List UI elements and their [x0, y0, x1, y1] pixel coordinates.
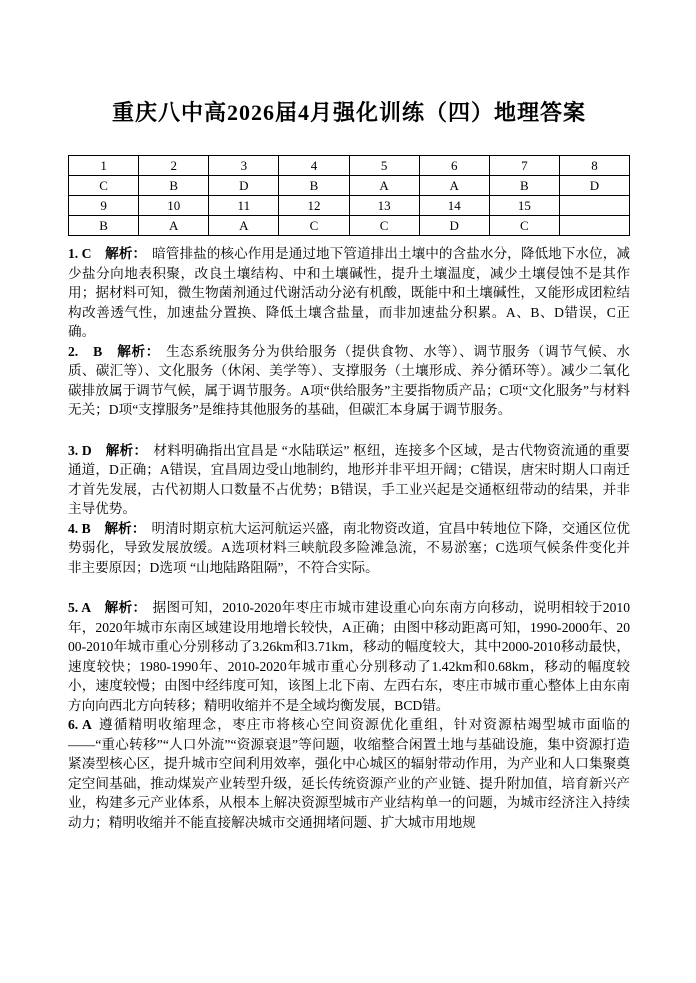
answer-cell: D — [559, 176, 629, 196]
answer-row — [69, 216, 630, 236]
explanation-head: 5. A 解析： — [68, 600, 147, 615]
answer-row — [69, 176, 630, 196]
answer-cell: B — [139, 176, 209, 196]
answer-cell: 14 — [419, 196, 489, 216]
explanation-body: 据图可知，2010-2020年枣庄市城市建设重心向东南方向移动，说明相较于2010年，2020年城市东南区域建设用地增长较快，A正确；由图中移动距离可知，1990-2000年、2000-2010年城市重心分别移动了3.26km和3.71km，移动的幅度较大，其中2000-2010移动最快，速度较快；1980-1990年、2010-2020年城市重心分别移动了1.42km和0.68km，移动的幅度较小，速度较慢；由图中经纬度可知，该图上北下南、左西右东，枣庄市城市重心整体上由东南方向向西北方向转移；精明收缩并不是全域均衡发展，BCD错。 — [68, 600, 630, 713]
explanation-head: 3. D 解析： — [68, 442, 148, 458]
explanation-head: 2. B 解析： — [68, 343, 161, 359]
explanation-paragraph-5 — [68, 598, 630, 715]
answer-cell: 9 — [69, 196, 139, 216]
explanation-paragraph-4 — [68, 519, 630, 578]
answer-cell — [559, 216, 629, 236]
answer-cell: 10 — [139, 196, 209, 216]
explanation-body: 生态系统服务分为供给服务（提供食物、水等）、调节服务（调节气候、水质、碳汇等）、文化服务（休闲、美学等）、支撑服务（土壤形成、养分循环等）。减少二氧化碳排放属于调节气候，属于调节服务。A项“供给服务”主要指物质产品；C项“文化服务”与材料无关；D项“支撑服务”是维持其他服务的基础，但碳汇本身属于调节服务。 — [68, 343, 630, 417]
answer-row — [69, 156, 630, 176]
answer-cell: 1 — [69, 156, 139, 176]
answer-cell: 4 — [279, 156, 349, 176]
answer-cell: A — [349, 176, 419, 196]
answer-cell: C — [489, 216, 559, 236]
explanation-body: 遵循精明收缩理念，枣庄市将核心空间资源优化重组，针对资源枯竭型城市面临的——“重心转移”“人口外流”“资源衰退”等问题，收缩整合闲置土地与基础设施，集中资源打造紧凑型核心区，提升城市空间利用效率，强化中心城区的辐射带动作用，为产业和人口集聚奠定空间基础，推动煤炭产业转型升级，延长传统资源产业的产业链、提升附加值，培育新兴产业，构建多元产业体系，从根本上解决资源型城市产业结构单一的问题，为城市经济注入持续动力；精明收缩并不能直接解决城市交通拥堵问题、扩大城市用地规 — [68, 717, 630, 830]
explanation-body: 暗管排盐的核心作用是通过地下管道排出土壤中的含盐水分，降低地下水位，减少盐分向地表积聚，改良土壤结构、中和土壤碱性，提升土壤温度，减少土壤侵蚀不是其作用；据材料可知，微生物菌剂通过代谢活动分泌有机酸，既能中和土壤碱性，又能形成团粒结构改善透气性，加速盐分置换、降低土壤含盐量，而非加速盐分积累。A、B、D错误，C正确。 — [68, 246, 630, 339]
answer-cell: 2 — [139, 156, 209, 176]
answer-cell: C — [349, 216, 419, 236]
explanation-body: 材料明确指出宜昌是 “水陆联运” 枢纽，连接多个区域，是古代物资流通的重要通道，D正确；A错误，宜昌周边受山地制约，地形并非平坦开阔；C错误，唐宋时期人口南迁才首先发展，古代初期人口数量不占优势；B错误，手工业兴起是交通枢纽带动的结果，并非主导优势。 — [68, 442, 630, 516]
page-title: 重庆八中高2026届4月强化训练（四）地理答案 — [111, 100, 586, 125]
answer-cell: C — [69, 176, 139, 196]
answer-cell: A — [419, 176, 489, 196]
answer-cell: B — [279, 176, 349, 196]
answer-cell: 6 — [419, 156, 489, 176]
answer-cell: D — [209, 176, 279, 196]
answer-cell: A — [209, 216, 279, 236]
answer-cell: 12 — [279, 196, 349, 216]
answer-cell: 15 — [489, 196, 559, 216]
answer-cell: 7 — [489, 156, 559, 176]
explanation-head: 4. B 解析： — [68, 520, 146, 536]
answer-cell: 5 — [349, 156, 419, 176]
explanation-paragraph-6 — [68, 715, 630, 832]
answer-cell: D — [419, 216, 489, 236]
answer-table — [68, 155, 630, 236]
explanation-head: 1. C 解析： — [68, 246, 147, 261]
explanations-section — [68, 244, 630, 832]
answer-cell: C — [279, 216, 349, 236]
explanation-head: 6. A — [68, 717, 92, 732]
answer-cell: B — [69, 216, 139, 236]
explanation-body: 明清时期京杭大运河航运兴盛，南北物资改道，宜昌中转地位下降，交通区位优势弱化，导致发展放缓。A选项材料三峡航段多险滩急流，不易淤塞；C选项气候条件变化并非主要原因；D选项 “山地陆路阻隔”，不符合实际。 — [68, 520, 630, 575]
answer-cell: A — [139, 216, 209, 236]
explanation-paragraph-1 — [68, 244, 630, 342]
answer-cell: 13 — [349, 196, 419, 216]
answer-cell: 3 — [209, 156, 279, 176]
answer-cell: 11 — [209, 196, 279, 216]
explanation-paragraph-2 — [68, 342, 630, 420]
explanation-paragraph-3 — [68, 441, 630, 519]
answer-cell: B — [489, 176, 559, 196]
answer-cell — [559, 196, 629, 216]
answer-cell: 8 — [559, 156, 629, 176]
answer-row — [69, 196, 630, 216]
